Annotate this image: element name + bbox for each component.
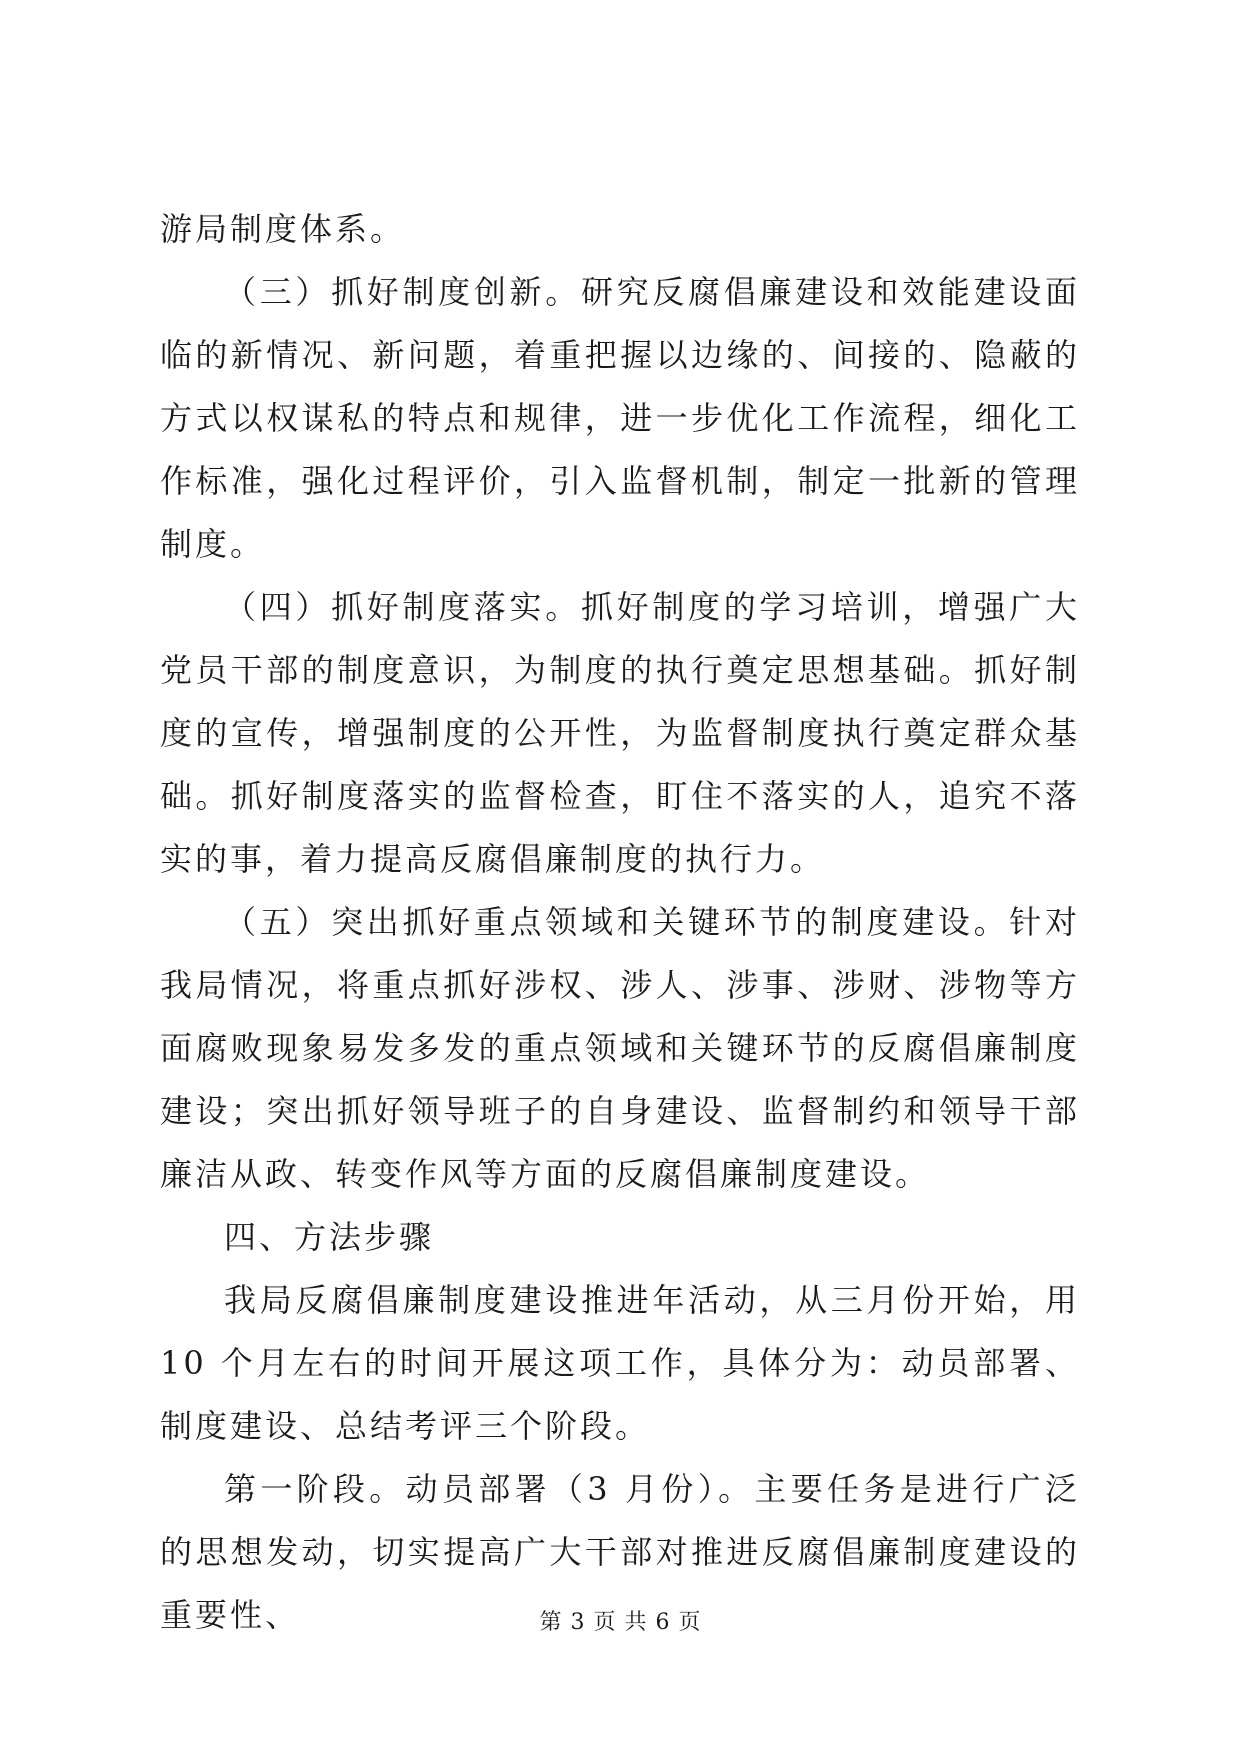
- paragraph-3: （四）抓好制度落实。抓好制度的学习培训，增强广大党员干部的制度意识，为制度的执行奠定思想基础。抓好制度的宣传，增强制度的公开性，为监督制度执行奠定群众基础。抓好制度落实的监督检查，盯住不落实的人，追究不落实的事，着力提高反腐倡廉制度的执行力。: [160, 588, 1080, 878]
- paragraph-4: （五）突出抓好重点领域和关键环节的制度建设。针对我局情况，将重点抓好涉权、涉人、涉事、涉财、涉物等方面腐败现象易发多发的重点领域和关键环节的反腐倡廉制度建设；突出抓好领导班子的自身建设、监督制约和领导干部廉洁从政、转变作风等方面的反腐倡廉制度建设。: [160, 903, 1080, 1193]
- paragraph-6: 第一阶段。动员部署（3 月份）。主要任务是进行广泛的思想发动，切实提高广大干部对推进反腐倡廉制度建设的重要性、: [160, 1470, 1080, 1634]
- page-footer: 第 3 页 共 6 页: [539, 1610, 702, 1635]
- paragraph-1: 游局制度体系。: [160, 210, 406, 248]
- section-heading: 四、方法步骤: [224, 1218, 435, 1256]
- paragraph-5: 我局反腐倡廉制度建设推进年活动，从三月份开始，用 10 个月左右的时间开展这项工作，具体分为：动员部署、制度建设、总结考评三个阶段。: [160, 1281, 1080, 1445]
- document-body: [160, 198, 1080, 1647]
- paragraph-2: （三）抓好制度创新。研究反腐倡廉建设和效能建设面临的新情况、新问题，着重把握以边缘的、间接的、隐蔽的方式以权谋私的特点和规律，进一步优化工作流程，细化工作标准，强化过程评价，引入监督机制，制定一批新的管理制度。: [160, 273, 1080, 563]
